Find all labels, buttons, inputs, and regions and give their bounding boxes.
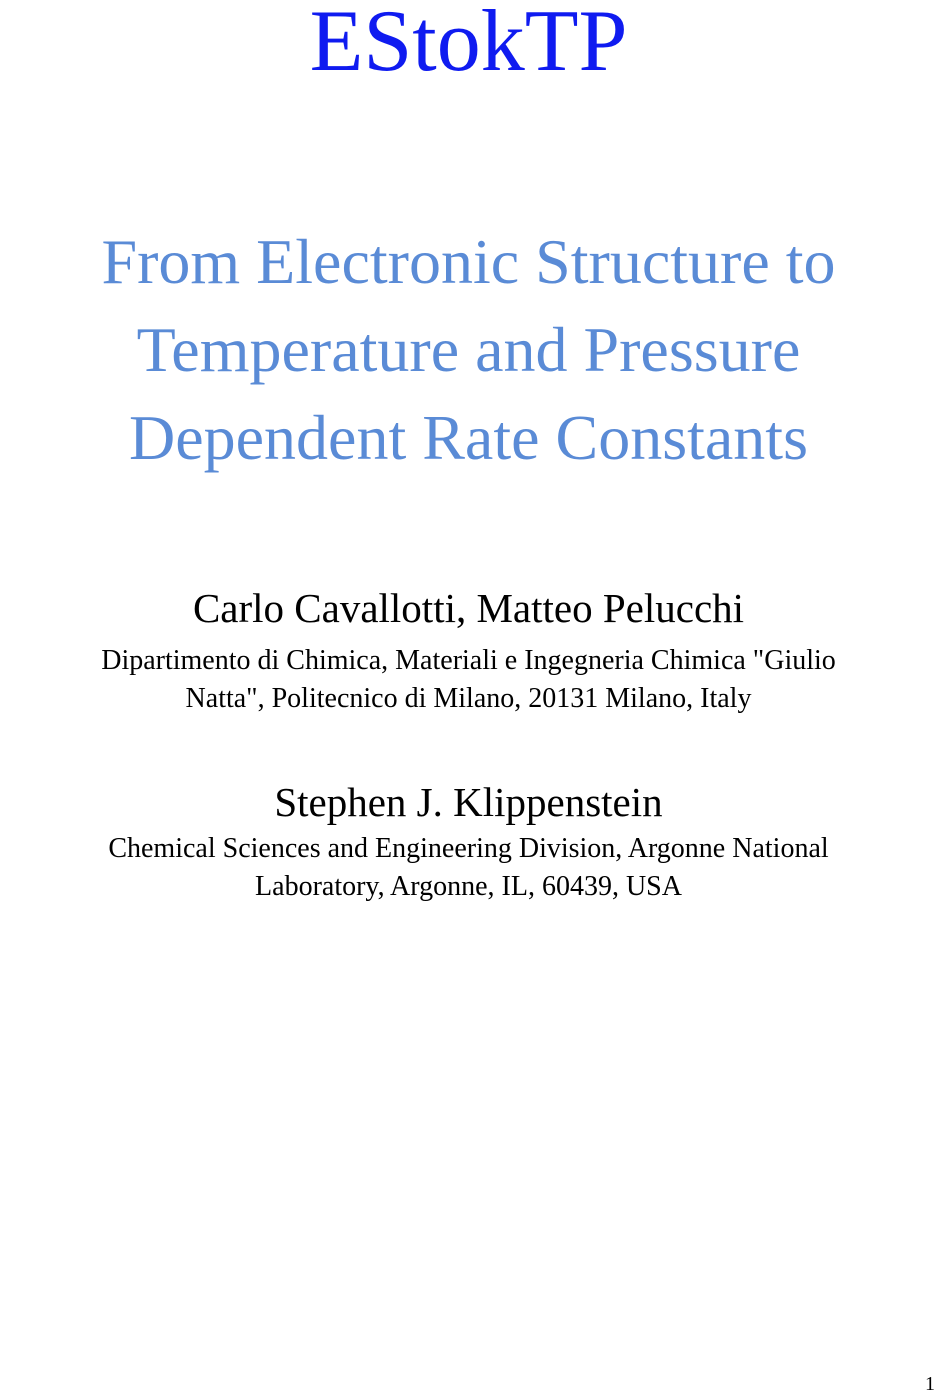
subtitle-line-3: Dependent Rate Constants (129, 402, 808, 473)
affiliation-1-line-2: Natta", Politecnico di Milano, 20131 Milano, Italy (185, 683, 752, 714)
document-title: EStokTP (309, 0, 628, 90)
affiliation-1-line-1: Dipartimento di Chimica, Materiali e Ingegneria Chimica "Giulio (101, 645, 836, 676)
affiliation-2-line-2: Laboratory, Argonne, IL, 60439, USA (255, 871, 682, 902)
author-names-2: Stephen J. Klippenstein (274, 779, 663, 825)
subtitle-line-2: Temperature and Pressure (136, 314, 801, 385)
affiliation-1 (0, 642, 937, 718)
affiliation-2-line-1: Chemical Sciences and Engineering Division, Argonne National (108, 833, 829, 864)
page-number: 1 (925, 1373, 935, 1395)
affiliation-2 (0, 830, 937, 906)
document-subtitle (0, 218, 937, 482)
author-names-1: Carlo Cavallotti, Matteo Pelucchi (192, 585, 745, 631)
subtitle-line-1: From Electronic Structure to (101, 226, 836, 297)
